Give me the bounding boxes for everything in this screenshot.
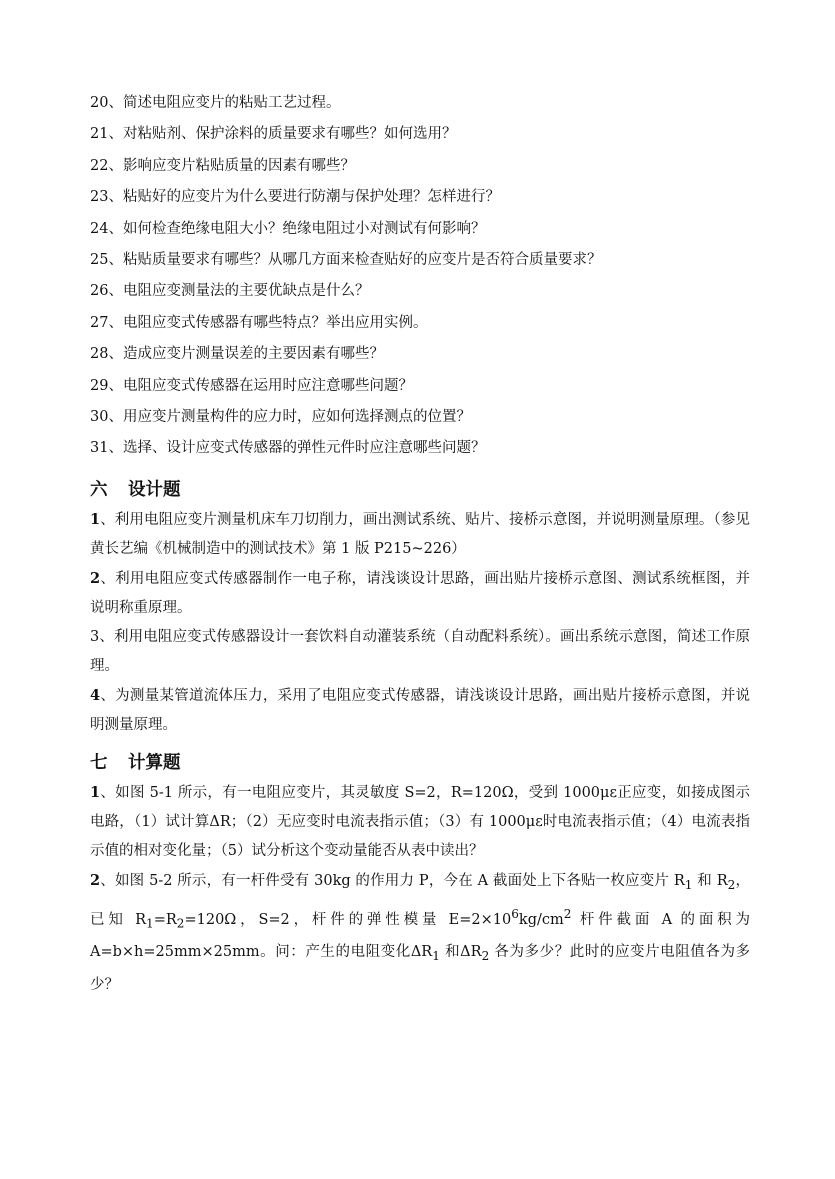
superscript: 6 bbox=[511, 906, 519, 921]
question-item: 29、电阻应变式传感器在运用时应注意哪些问题？ bbox=[90, 377, 413, 394]
design-question-list bbox=[90, 505, 750, 740]
question-text: 、为测量某管道流体压力，采用了电阻应变式传感器，请浅谈设计思路，画出贴片接桥示意图，并说明测量原理。 bbox=[90, 687, 750, 733]
question-number: 1 bbox=[90, 510, 101, 528]
question-number: 2 bbox=[90, 569, 101, 587]
design-question bbox=[90, 505, 750, 564]
subscript: 1 bbox=[146, 916, 154, 931]
calc-question-list bbox=[90, 778, 750, 1001]
question-number: 2 bbox=[90, 871, 101, 889]
question-item: 28、造成应变片测量误差的主要因素有哪些？ bbox=[90, 346, 384, 363]
question-item: 22、影响应变片粘贴质量的因素有哪些？ bbox=[90, 157, 355, 174]
text-part: ，已知 R bbox=[90, 872, 751, 928]
question-item: 27、电阻应变式传感器有哪些特点？举出应用实例。 bbox=[90, 314, 428, 331]
calc-section-heading bbox=[90, 752, 750, 774]
text-part: =R bbox=[153, 911, 177, 928]
section-number: 六 bbox=[90, 479, 108, 500]
section-title: 计算题 bbox=[128, 752, 181, 773]
text-part: 各为多少？此时的应变片电阻值各为多少？ bbox=[90, 944, 751, 994]
question-text: 、利用电阻应变式传感器制作一电子称，请浅谈设计思路，画出贴片接桥示意图、测试系统框图，并说明称重原理。 bbox=[90, 570, 750, 616]
text-part: kg/cm bbox=[518, 911, 564, 928]
question-number: 1 bbox=[90, 783, 101, 801]
design-question bbox=[90, 564, 750, 623]
text-part: 和ΔR bbox=[439, 944, 482, 961]
question-item: 25、粘贴质量要求有哪些？从哪几方面来检查贴好的应变片是否符合质量要求？ bbox=[90, 251, 602, 268]
question-list bbox=[90, 88, 750, 465]
question-item: 26、电阻应变测量法的主要优缺点是什么？ bbox=[90, 283, 370, 300]
section-number: 七 bbox=[90, 752, 108, 773]
text-part: =120Ω，S=2，杆件的弹性模量 E=2×10 bbox=[184, 911, 512, 928]
calc-question bbox=[90, 778, 750, 866]
superscript: 2 bbox=[563, 906, 572, 921]
subscript: 2 bbox=[176, 916, 185, 931]
question-text: 、利用电阻应变式传感器设计一套饮料自动灌装系统（自动配料系统）。画出系统示意图，简述工作原理。 bbox=[90, 628, 750, 674]
question-number: 3 bbox=[90, 628, 100, 645]
question-item: 23、粘贴好的应变片为什么要进行防潮与保护处理？怎样进行？ bbox=[90, 189, 500, 206]
question-item: 20、简述电阻应变片的粘贴工艺过程。 bbox=[90, 95, 341, 111]
question-text: 、利用电阻应变片测量机床车刀切削力，画出测试系统、贴片、接桥示意图，并说明测量原理。（参见黄长艺编《机械制造中的测试技术》第 1 版 P215~226） bbox=[90, 511, 750, 557]
question-number: 4 bbox=[90, 686, 101, 704]
question-item: 21、对粘贴剂、保护涂料的质量要求有哪些？如何选用？ bbox=[90, 126, 457, 143]
subscript: 2 bbox=[727, 877, 736, 892]
text-part: 和 R bbox=[692, 872, 728, 889]
question-item: 24、如何检查绝缘电阻大小？绝缘电阻过小对测试有何影响？ bbox=[90, 220, 486, 237]
subscript: 1 bbox=[684, 877, 693, 892]
calc-question bbox=[90, 866, 750, 1001]
design-question bbox=[90, 623, 750, 681]
document-page bbox=[90, 88, 750, 1000]
question-item: 31、选择、设计应变式传感器的弹性元件时应注意哪些问题？ bbox=[90, 440, 486, 457]
question-item: 30、用应变片测量构件的应力时，应如何选择测点的位置？ bbox=[90, 408, 471, 425]
text-part: 杆件截面 A 的面积为 A=b×h=25mm×25mm。问：产生的电阻变化ΔR bbox=[90, 911, 750, 961]
design-section-heading bbox=[90, 479, 750, 501]
subscript: 2 bbox=[481, 949, 490, 964]
design-question bbox=[90, 681, 750, 740]
question-text: 、如图 5-1 所示，有一电阻应变片，其灵敏度 S=2，R=120Ω，受到 1000με正应变，如接成图示电路，（1）试计算ΔR；（2）无应变时电流表指示值；（3）有 1000με时电流表指示值；（4）电流表指示值的相对变化量；（5）试分析这个变动量能否从表中读出？ bbox=[90, 784, 750, 859]
section-title: 设计题 bbox=[128, 479, 181, 500]
subscript: 1 bbox=[432, 949, 440, 964]
text-part: 、如图 5-2 所示，有一杆件受有 30kg 的作用力 P，今在 A 截面处上下各贴一枚应变片 R bbox=[100, 872, 685, 889]
